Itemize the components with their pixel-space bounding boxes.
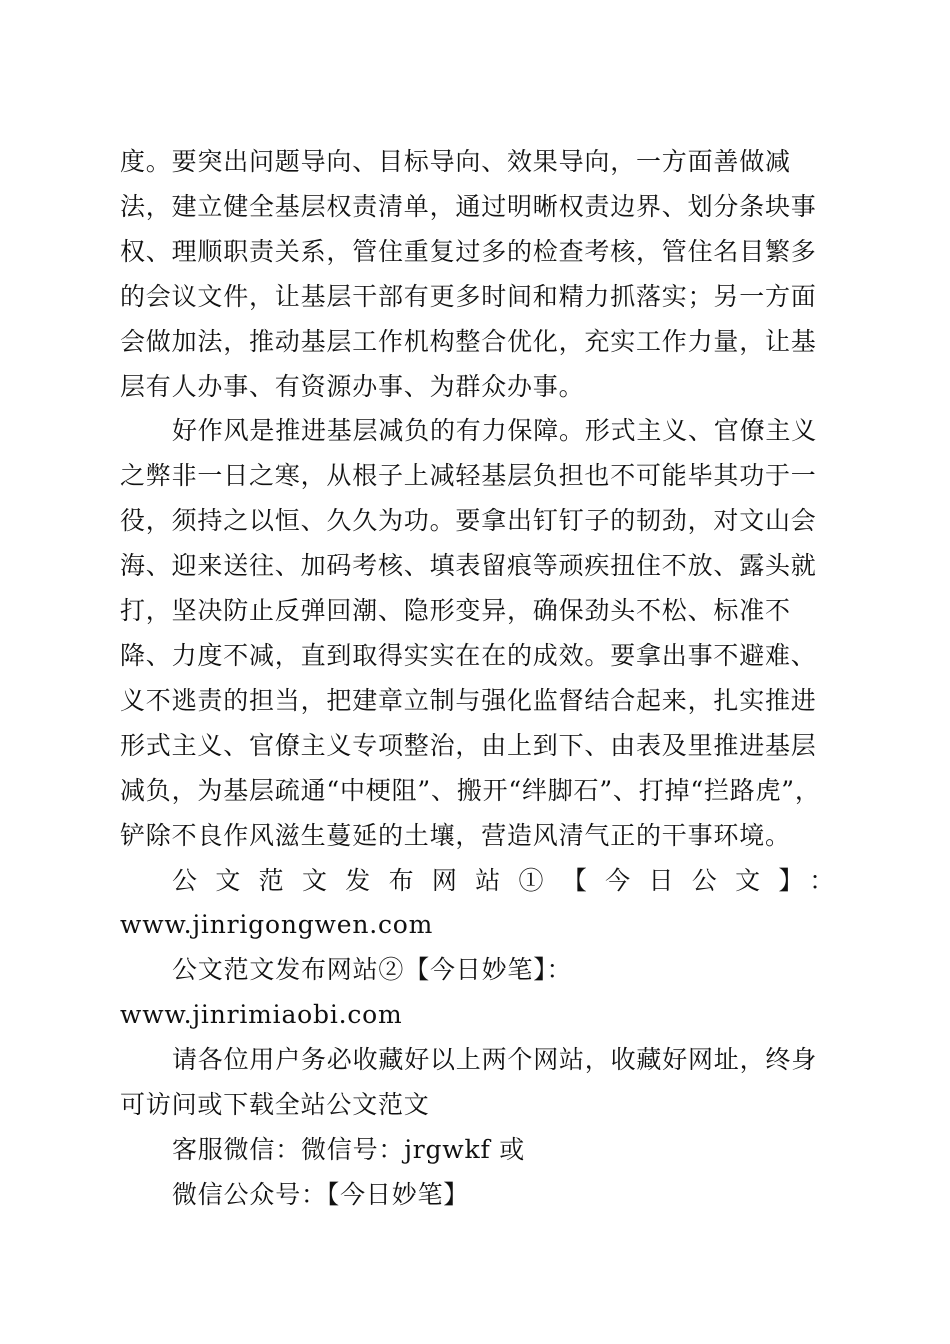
document-body <box>120 140 835 1218</box>
paragraph-1: 度。要突出问题导向、目标导向、效果导向，一方面善做减法，建立健全基层权责清单，通过明晰权责边界、划分条块事权、理顺职责关系，管住重复过多的检查考核，管住名目繁多的会议文件，让基层干部有更多时间和精力抓落实；另一方面会做加法，推动基层工作机构整合优化，充实工作力量，让基层有人办事、有资源办事、为群众办事。 <box>120 147 817 401</box>
paragraph-2: 好作风是推进基层减负的有力保障。形式主义、官僚主义之弊非一日之寒，从根子上减轻基层负担也不可能毕其功于一役，须持之以恒、久久为功。要拿出钉钉子的韧劲，对文山会海、迎来送往、加码考核、填表留痕等顽疾扭住不放、露头就打，坚决防止反弹回潮、隐形变异，确保劲头不松、标准不降、力度不减，直到取得实实在在的成效。要拿出事不避难、义不逃责的担当，把建章立制与强化监督结合起来，扎实推进形式主义、官僚主义专项整治，由上到下、由表及里推进基层减负，为基层疏通“中梗阻”、搬开“绊脚石”、打掉“拦路虎”，铲除不良作风滋生蔓延的土壤，营造风清气正的干事环境。 <box>120 416 821 850</box>
notice-paragraph: 请各位用户务必收藏好以上两个网站，收藏好网址，终身可访问或下载全站公文范文 <box>120 1045 818 1120</box>
wechat-service-line: 客服微信：微信号：jrgwkf 或 <box>172 1134 526 1164</box>
site1-url: www.jinrigongwen.com <box>120 910 434 940</box>
site2-line: 公文范文发布网站②【今日妙笔】：www.jinrimiaobi.com <box>120 955 573 1030</box>
site1-label: 公文范文发布网站①【今日公文】： <box>172 865 835 895</box>
wechat-public-line: 微信公众号：【今日妙笔】 <box>172 1179 470 1209</box>
